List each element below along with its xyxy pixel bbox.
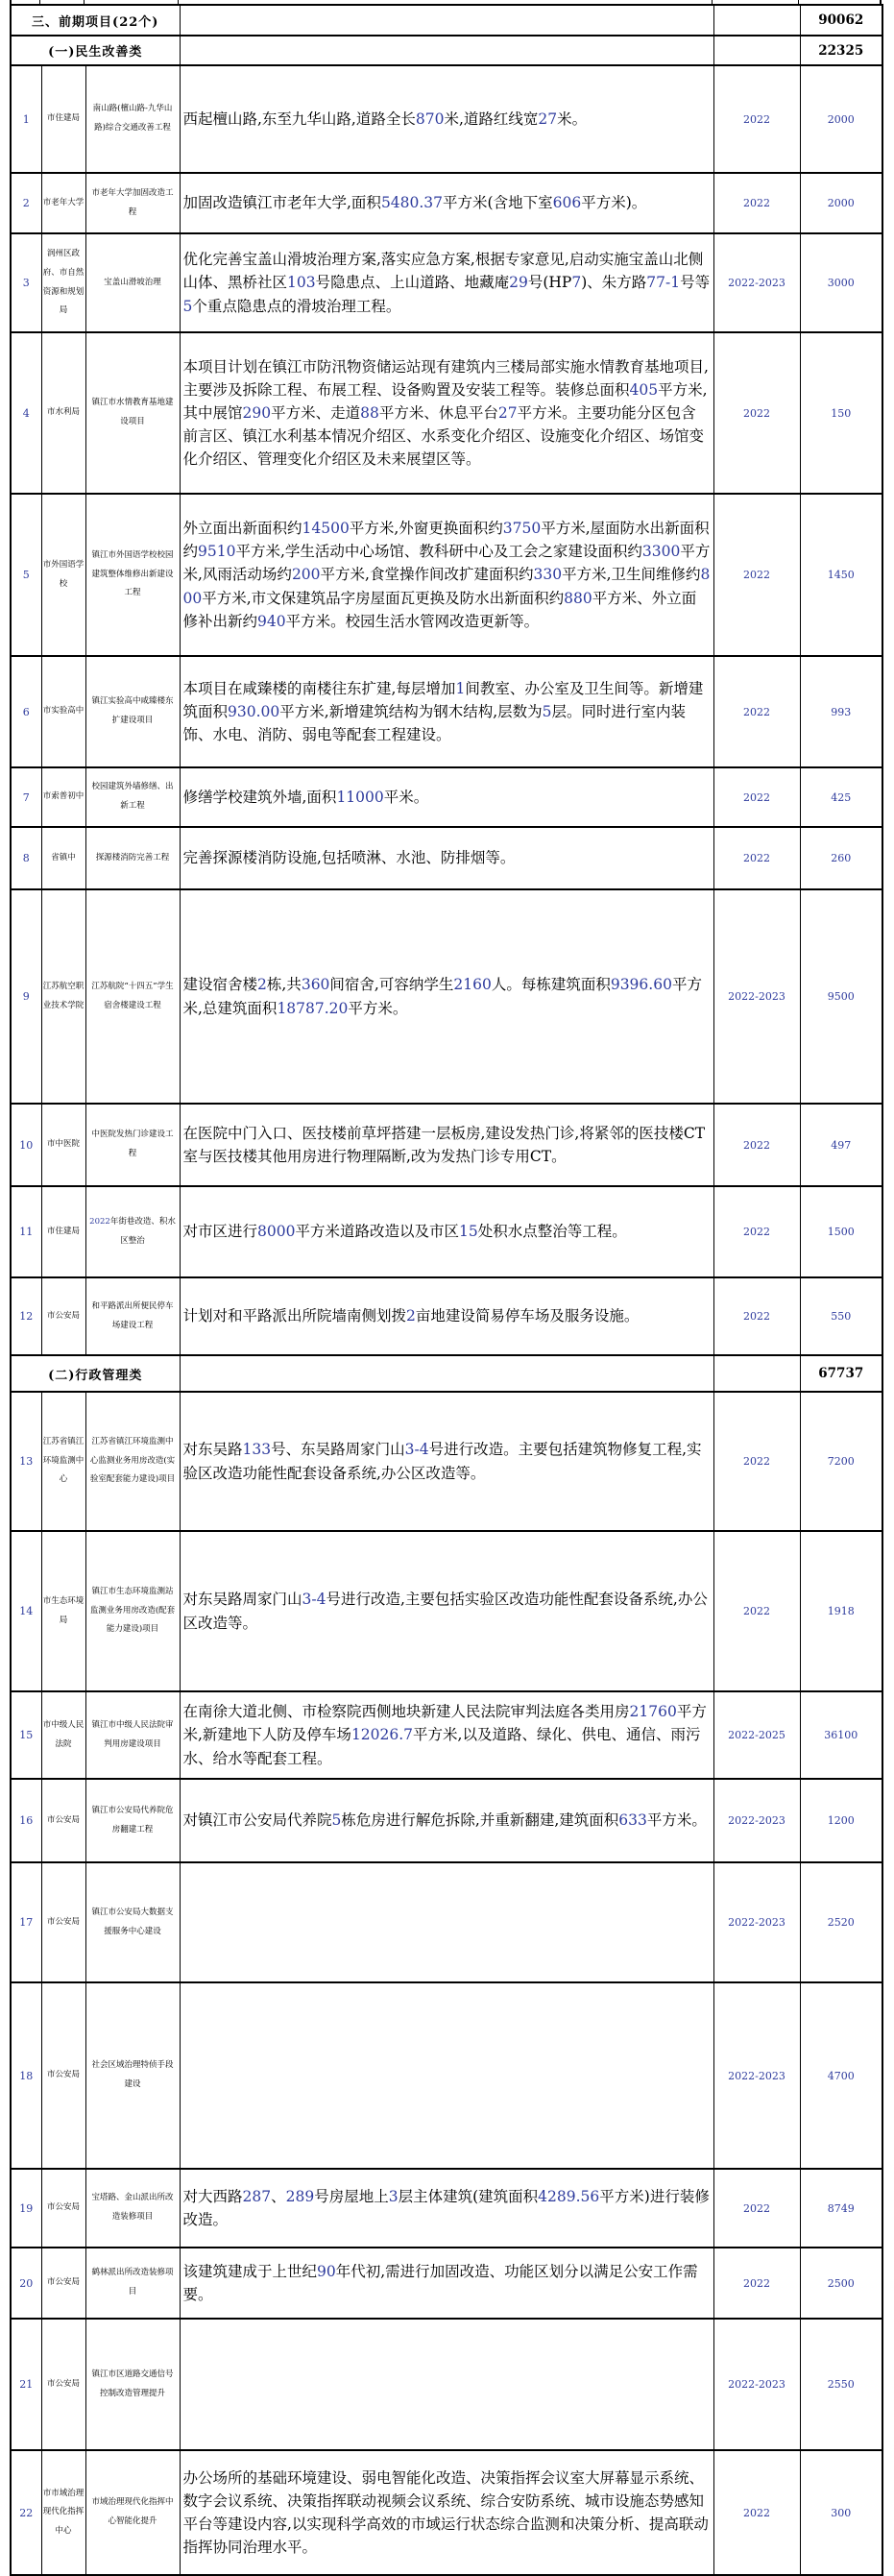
years-cell [713, 2450, 800, 2575]
seq-cell [11, 767, 41, 827]
numeric-text: 12 [19, 1310, 34, 1323]
project-name-cell: 镇江市水情教育基地建设项目 [85, 332, 180, 494]
project-name-cell: 和平路派出所便民停车场建设工程 [85, 1277, 180, 1355]
seq-cell [11, 2169, 41, 2248]
numeric-text: 14 [19, 1605, 34, 1617]
amount-cell [800, 827, 882, 889]
description-cell: 对东吴路周家门山3-4号进行改造,主要包括实验区改造功能性配套设备系统,办公区改造等。 [180, 1531, 713, 1691]
numeric-text: 90 [317, 2262, 336, 2280]
amount-cell [800, 332, 882, 494]
amount-cell [800, 1862, 882, 1982]
numeric-text: 2022-2023 [728, 2069, 785, 2082]
numeric-text: 3750 [502, 520, 542, 538]
description-cell: 外立面出新面积约14500平方米,外窗更换面积约3750平方米,屋面防水出新面积约9510平方米,学生活动中心场馆、教科研中心及工会之家建设面积约3300平方米,风雨活动场约200平方米,食堂操作间改扩建面积约330平方米,卫生间维修约800平方米,市文保建筑品字房屋面瓦更换及防水出新面积约880平方米、外立面修补出新约940平方米。校园生活水管网改造更新等。 [180, 494, 713, 656]
numeric-text: 1200 [827, 1814, 855, 1827]
project-row [11, 2450, 882, 2575]
amount-cell [800, 1779, 882, 1862]
seq-cell [11, 889, 41, 1104]
description-cell [180, 1982, 713, 2169]
numeric-text: 2 [257, 976, 267, 994]
numeric-text: 5 [182, 297, 193, 315]
numeric-text: 2022 [743, 1138, 770, 1152]
numeric-text: 36100 [824, 1729, 858, 1741]
years-cell [713, 656, 800, 767]
numeric-text: 2550 [827, 2378, 855, 2391]
numeric-text: 606 [552, 194, 582, 212]
numeric-text: 1 [455, 679, 466, 697]
numeric-text: 4700 [827, 2069, 855, 2082]
description-cell [180, 36, 713, 65]
numeric-text: 2022 [743, 1605, 770, 1617]
project-table [10, 4, 883, 2576]
numeric-text: 15 [19, 1729, 34, 1741]
project-row [11, 332, 882, 494]
amount-cell [800, 1277, 882, 1355]
numeric-text: 8749 [827, 2201, 855, 2215]
numeric-text: 2022 [743, 406, 770, 420]
unit-cell: 省镇中 [41, 827, 85, 889]
project-row [11, 1277, 882, 1355]
numeric-text: 2520 [827, 1916, 855, 1929]
project-row [11, 1691, 882, 1779]
years-cell [713, 5, 800, 36]
numeric-text: 88 [360, 403, 379, 422]
project-name-cell: 镇江市外国语学校校园建筑整体维修出新建设工程 [85, 494, 180, 656]
project-row [11, 494, 882, 656]
years-cell [713, 1392, 800, 1531]
years-cell [713, 233, 800, 332]
project-name-cell: 江苏省镇江环境监测中心监测业务用房改造(实验室配套能力建设)项目 [85, 1392, 180, 1531]
numeric-text: 17 [19, 1916, 34, 1929]
amount-cell [800, 2319, 882, 2450]
amount-cell [800, 2248, 882, 2319]
section-row [11, 36, 882, 65]
unit-cell: 市中级人民法院 [41, 1691, 85, 1779]
table-body [11, 5, 882, 2575]
section-row [11, 5, 882, 36]
numeric-text: 21760 [629, 1703, 677, 1721]
numeric-text: 930.00 [228, 702, 280, 720]
numeric-text: 5 [22, 569, 30, 581]
numeric-text: 3 [388, 2187, 399, 2205]
amount-cell [800, 656, 882, 767]
unit-cell: 市住建局 [41, 1186, 85, 1277]
numeric-text: 2500 [827, 2276, 855, 2290]
numeric-text: 633 [618, 1811, 647, 1830]
project-name-cell: 2022年街巷改造、积水区整治 [85, 1186, 180, 1277]
amount-cell: 67737 [800, 1355, 882, 1392]
numeric-text: 2022 [743, 2506, 770, 2519]
numeric-text: 9500 [827, 990, 855, 1003]
amount-cell: 90062 [800, 5, 882, 36]
numeric-text: 2022 [743, 2201, 770, 2215]
unit-cell: 市老年大学 [41, 173, 85, 233]
seq-cell [11, 1531, 41, 1691]
seq-cell [11, 1186, 41, 1277]
unit-cell: 市索普初中 [41, 767, 85, 827]
years-cell [713, 332, 800, 494]
description-cell [180, 1355, 713, 1392]
amount-cell [800, 1392, 882, 1531]
years-cell [713, 1531, 800, 1691]
project-name-cell: 南山路(檀山路-九华山路)综合交通改善工程 [85, 65, 180, 173]
numeric-text: 360 [301, 976, 330, 994]
numeric-text: 2022-2023 [728, 2378, 785, 2391]
unit-cell: 市水利局 [41, 332, 85, 494]
years-cell [713, 827, 800, 889]
numeric-text: 2022-2023 [728, 1814, 785, 1827]
numeric-text: 5 [331, 1811, 342, 1830]
numeric-text: 405 [629, 380, 659, 399]
stub-col-amount [799, 0, 882, 4]
unit-cell: 市外国语学校 [41, 494, 85, 656]
numeric-text: 940 [257, 612, 286, 630]
project-name-cell: 社会区域治理特侦手段建设 [85, 1982, 180, 2169]
description-cell: 本项目计划在镇江市防汛物资储运站现有建筑内三楼局部实施水情教育基地项目,主要涉及拆除工程、布展工程、设备购置及安装工程等。装修总面积405平方米,其中展馆290平方米、走道88平方米、休息平台27平方米。主要功能分区包含前言区、镇江水利基本情况介绍区、水系变化介绍区、设施变化介绍区、场馆变化介绍区、管理变化介绍区及未来展望区等。 [180, 332, 713, 494]
years-cell [713, 1186, 800, 1277]
numeric-text: 880 [564, 589, 592, 607]
amount-cell [800, 233, 882, 332]
description-cell [180, 2319, 713, 2450]
years-cell [713, 1691, 800, 1779]
unit-cell: 市公安局 [41, 1982, 85, 2169]
numeric-text: 14500 [302, 520, 350, 538]
numeric-text: 3300 [641, 543, 681, 561]
numeric-text: 15 [458, 1223, 478, 1241]
numeric-text: 2022-2023 [728, 990, 785, 1003]
section-title-cell: (一)民生改善类 [11, 36, 180, 65]
numeric-text: 287 [242, 2187, 272, 2205]
numeric-text: 20 [19, 2276, 34, 2290]
project-row [11, 1862, 882, 1982]
seq-cell [11, 2450, 41, 2575]
unit-cell: 市市域治理现代化指挥中心 [41, 2450, 85, 2575]
years-cell [713, 1779, 800, 1862]
amount-cell: 22325 [800, 36, 882, 65]
amount-cell [800, 2169, 882, 2248]
project-row [11, 767, 882, 827]
seq-cell [11, 1277, 41, 1355]
years-cell [713, 767, 800, 827]
numeric-text: 2022 [743, 112, 770, 126]
description-cell: 加固改造镇江市老年大学,面积5480.37平方米(含地下室606平方米)。 [180, 173, 713, 233]
seq-cell [11, 65, 41, 173]
numeric-text: 3-4 [404, 1441, 429, 1459]
unit-cell: 江苏省镇江环境监测中心 [41, 1392, 85, 1531]
unit-cell: 市公安局 [41, 2248, 85, 2319]
numeric-text: 993 [831, 705, 852, 718]
numeric-text: 2000 [827, 197, 855, 209]
numeric-text: 1500 [827, 1226, 855, 1238]
numeric-text: 27 [497, 403, 518, 422]
numeric-text: 2022-2025 [728, 1729, 785, 1741]
description-cell: 对镇江市公安局代养院5栋危房进行解危拆除,并重新翻建,建筑面积633平方米。 [180, 1779, 713, 1862]
numeric-text: 11 [19, 1226, 34, 1238]
description-cell: 对大西路287、289号房屋地上3层主体建筑(建筑面积4289.56平方米)进行装修改造。 [180, 2169, 713, 2248]
numeric-text: 330 [533, 566, 563, 584]
description-cell: 在医院中门入口、医技楼前草坪搭建一层板房,建设发热门诊,将紧邻的医技楼CT室与医技楼其他用房进行物理隔断,改为发热门诊专用CT。 [180, 1104, 713, 1186]
seq-cell [11, 827, 41, 889]
numeric-text: 2 [22, 197, 30, 209]
section-title-cell: (二)行政管理类 [11, 1355, 180, 1392]
project-row [11, 1779, 882, 1862]
numeric-text: 2022-2023 [728, 277, 785, 289]
amount-cell [800, 767, 882, 827]
numeric-text: 22 [19, 2506, 34, 2519]
numeric-text: 497 [831, 1138, 852, 1152]
unit-cell: 市实验高中 [41, 656, 85, 767]
numeric-text: 300 [831, 2506, 852, 2519]
unit-cell: 市住建局 [41, 65, 85, 173]
description-cell: 完善探源楼消防设施,包括喷淋、水池、防排烟等。 [180, 827, 713, 889]
numeric-text: 2 [406, 1307, 416, 1325]
seq-cell [11, 1779, 41, 1862]
amount-cell [800, 1186, 882, 1277]
numeric-text: 2022 [743, 1310, 770, 1323]
project-row [11, 1186, 882, 1277]
numeric-text: 103 [287, 274, 316, 292]
unit-cell: 市公安局 [41, 2319, 85, 2450]
description-cell: 西起檀山路,东至九华山路,道路全长870米,道路红线宽27米。 [180, 65, 713, 173]
numeric-text: 6 [22, 705, 30, 718]
project-row [11, 1982, 882, 2169]
numeric-text: 133 [242, 1441, 272, 1459]
amount-cell [800, 1982, 882, 2169]
stub-col-name [85, 0, 179, 4]
numeric-text: 4289.56 [538, 2187, 600, 2205]
numeric-text: 2160 [453, 976, 492, 994]
description-cell: 本项目在咸臻楼的南楼往东扩建,每层增加1间教室、办公室及卫生间等。新增建筑面积930.00平方米,新增建筑结构为钢木结构,层数为5层。同时进行室内装饰、水电、消防、弱电等配套工程建设。 [180, 656, 713, 767]
numeric-text: 16 [19, 1814, 34, 1827]
project-name-cell: 市域治理现代化指挥中心智能化提升 [85, 2450, 180, 2575]
numeric-text: 150 [831, 406, 852, 420]
numeric-text: 27 [538, 109, 558, 128]
unit-cell: 江苏航空职业技术学院 [41, 889, 85, 1104]
numeric-text: 870 [415, 109, 445, 128]
numeric-text: 3-4 [302, 1591, 326, 1609]
project-row [11, 2248, 882, 2319]
seq-cell [11, 1104, 41, 1186]
numeric-text: 2000 [827, 112, 855, 126]
numeric-text: 9 [22, 990, 30, 1003]
years-cell [713, 2169, 800, 2248]
section-row [11, 1355, 882, 1392]
seq-cell [11, 656, 41, 767]
project-row [11, 827, 882, 889]
numeric-text: 2022 [743, 852, 770, 864]
table-top-border-stubs [10, 0, 882, 4]
numeric-text: 2022 [743, 1226, 770, 1238]
description-cell: 建设宿舍楼2栋,共360间宿舍,可容纳学生2160人。每栋建筑面积9396.60平方米,总建筑面积18787.20平方米。 [180, 889, 713, 1104]
stub-col-desc [179, 0, 713, 4]
unit-cell: 市中医院 [41, 1104, 85, 1186]
project-name-cell: 江苏航院“十四五”学生宿舍楼建设工程 [85, 889, 180, 1104]
unit-cell: 市公安局 [41, 1779, 85, 1862]
numeric-text: 1450 [827, 569, 855, 581]
numeric-text: 425 [831, 790, 852, 804]
description-cell [180, 1862, 713, 1982]
numeric-text: 1918 [827, 1605, 855, 1617]
description-cell: 修缮学校建筑外墙,面积11000平米。 [180, 767, 713, 827]
amount-cell [800, 494, 882, 656]
seq-cell [11, 1862, 41, 1982]
project-name-cell: 鹤林派出所改造装修项目 [85, 2248, 180, 2319]
numeric-text: 9510 [198, 543, 236, 561]
project-name-cell: 镇江市公安局代养院危房翻建工程 [85, 1779, 180, 1862]
project-name-cell: 镇江市中级人民法院审判用房建设项目 [85, 1691, 180, 1779]
amount-cell [800, 1691, 882, 1779]
years-cell [713, 1277, 800, 1355]
numeric-text: 4 [22, 406, 30, 420]
numeric-text: 21 [19, 2378, 34, 2391]
years-cell [713, 2319, 800, 2450]
project-name-cell: 探源楼消防完善工程 [85, 827, 180, 889]
project-name-cell: 镇江实验高中咸臻楼东扩建设项目 [85, 656, 180, 767]
description-cell: 优化完善宝盖山滑坡治理方案,落实应急方案,根据专家意见,启动实施宝盖山北侧山体、黑桥社区103号隐患点、上山道路、地藏庵29号(HP7)、朱方路77-1号等5个重点隐患点的滑坡治理工程。 [180, 233, 713, 332]
numeric-text: 7 [571, 274, 582, 292]
numeric-text: 800 [182, 566, 711, 607]
project-name-cell: 中医院发热门诊建设工程 [85, 1104, 180, 1186]
numeric-text: 200 [291, 566, 321, 584]
numeric-text: 10 [19, 1138, 34, 1152]
years-cell [713, 1982, 800, 2169]
numeric-text: 2022 [743, 790, 770, 804]
numeric-text: 7 [22, 790, 30, 804]
amount-cell [800, 173, 882, 233]
numeric-text: 5 [542, 702, 552, 720]
project-row [11, 2169, 882, 2248]
seq-cell [11, 2319, 41, 2450]
description-cell: 在南徐大道北侧、市检察院西侧地块新建人民法院审判法庭各类用房21760平方米,新建地下人防及停车场12026.7平方米,以及道路、绿化、供电、通信、雨污水、给水等配套工程。 [180, 1691, 713, 1779]
amount-cell [800, 1104, 882, 1186]
seq-cell [11, 494, 41, 656]
project-row [11, 1531, 882, 1691]
seq-cell [11, 1982, 41, 2169]
project-row [11, 2319, 882, 2450]
numeric-text: 3000 [827, 277, 855, 289]
amount-cell [800, 1531, 882, 1691]
numeric-text: 11000 [336, 788, 384, 806]
project-row [11, 656, 882, 767]
project-name-cell: 镇江市区道路交通信号控制改造管理提升 [85, 2319, 180, 2450]
numeric-text: 19 [19, 2201, 34, 2215]
years-cell [713, 65, 800, 173]
numeric-text: 289 [285, 2187, 315, 2205]
numeric-text: 1 [22, 112, 30, 126]
numeric-text: 5480.37 [380, 194, 444, 212]
section-title-cell: 三、前期项目(22个) [11, 5, 180, 36]
description-cell [180, 5, 713, 36]
project-row [11, 1392, 882, 1531]
numeric-text: 2022 [743, 2276, 770, 2290]
numeric-text: 8 [22, 852, 30, 864]
unit-cell: 市公安局 [41, 1277, 85, 1355]
project-name-cell: 市老年大学加固改造工程 [85, 173, 180, 233]
description-cell: 对市区进行8000平方米道路改造以及市区15处积水点整治等工程。 [180, 1186, 713, 1277]
years-cell [713, 889, 800, 1104]
numeric-text: 77-1 [646, 274, 681, 292]
stub-col-unit [40, 0, 85, 4]
project-row [11, 1104, 882, 1186]
years-cell [713, 2248, 800, 2319]
description-cell: 办公场所的基础环境建设、弱电智能化改造、决策指挥会议室大屏幕显示系统、数字会议系统、决策指挥联动视频会议系统、综合安防系统、城市设施态势感知平台等建设内容,以实现科学高效的市域运行状态综合监测和决策分析、提高联动指挥协同治理水平。 [180, 2450, 713, 2575]
stub-col-seq [10, 0, 40, 4]
unit-cell: 市公安局 [41, 1862, 85, 1982]
project-name-cell: 宝塔路、金山派出所改造装修项目 [85, 2169, 180, 2248]
years-cell [713, 1862, 800, 1982]
years-cell [713, 1355, 800, 1392]
project-name-cell: 镇江市公安局大数据支援服务中心建设 [85, 1862, 180, 1982]
numeric-text: 2022 [743, 197, 770, 209]
seq-cell [11, 1392, 41, 1531]
description-cell: 计划对和平路派出所院墙南侧划拨2亩地建设简易停车场及服务设施。 [180, 1277, 713, 1355]
numeric-text: 18 [19, 2069, 34, 2082]
numeric-text: 9396.60 [610, 976, 672, 994]
project-row [11, 173, 882, 233]
project-name-cell: 校园建筑外墙修缮、出新工程 [85, 767, 180, 827]
project-row [11, 233, 882, 332]
numeric-text: 18787.20 [277, 999, 349, 1017]
unit-cell: 市公安局 [41, 2169, 85, 2248]
amount-cell [800, 65, 882, 173]
description-cell: 该建筑建成于上世纪90年代初,需进行加固改造、功能区划分以满足公安工作需要。 [180, 2248, 713, 2319]
numeric-text: 2022 [743, 569, 770, 581]
years-cell [713, 1104, 800, 1186]
seq-cell [11, 332, 41, 494]
project-row [11, 65, 882, 173]
numeric-text: 13 [19, 1455, 34, 1468]
numeric-text: 550 [831, 1310, 852, 1323]
unit-cell: 润州区政府、市自然资源和规划局 [41, 233, 85, 332]
description-cell: 对东吴路133号、东吴路周家门山3-4号进行改造。主要包括建筑物修复工程,实验区改造功能性配套设备系统,办公区改造等。 [180, 1392, 713, 1531]
stub-col-years [713, 0, 799, 4]
years-cell [713, 36, 800, 65]
numeric-text: 3 [22, 277, 30, 289]
unit-cell: 市生态环境局 [41, 1531, 85, 1691]
numeric-text: 7200 [827, 1455, 855, 1468]
numeric-text: 2022 [743, 705, 770, 718]
numeric-text: 29 [509, 274, 528, 292]
amount-cell [800, 889, 882, 1104]
project-name-cell: 镇江市生态环境监测站监测业务用房改造(配套能力建设)项目 [85, 1531, 180, 1691]
project-row [11, 889, 882, 1104]
numeric-text: 8000 [257, 1223, 296, 1241]
numeric-text: 2022 [743, 1455, 770, 1468]
project-name-cell: 宝盖山滑坡治理 [85, 233, 180, 332]
amount-cell [800, 2450, 882, 2575]
numeric-text: 290 [242, 403, 272, 422]
years-cell [713, 173, 800, 233]
numeric-text: 260 [831, 852, 852, 864]
seq-cell [11, 173, 41, 233]
seq-cell [11, 1691, 41, 1779]
years-cell [713, 494, 800, 656]
numeric-text: 12026.7 [350, 1726, 414, 1744]
seq-cell [11, 233, 41, 332]
seq-cell [11, 2248, 41, 2319]
numeric-text: 2022-2023 [728, 1916, 785, 1929]
numeric-text: 2022 [89, 1216, 110, 1227]
